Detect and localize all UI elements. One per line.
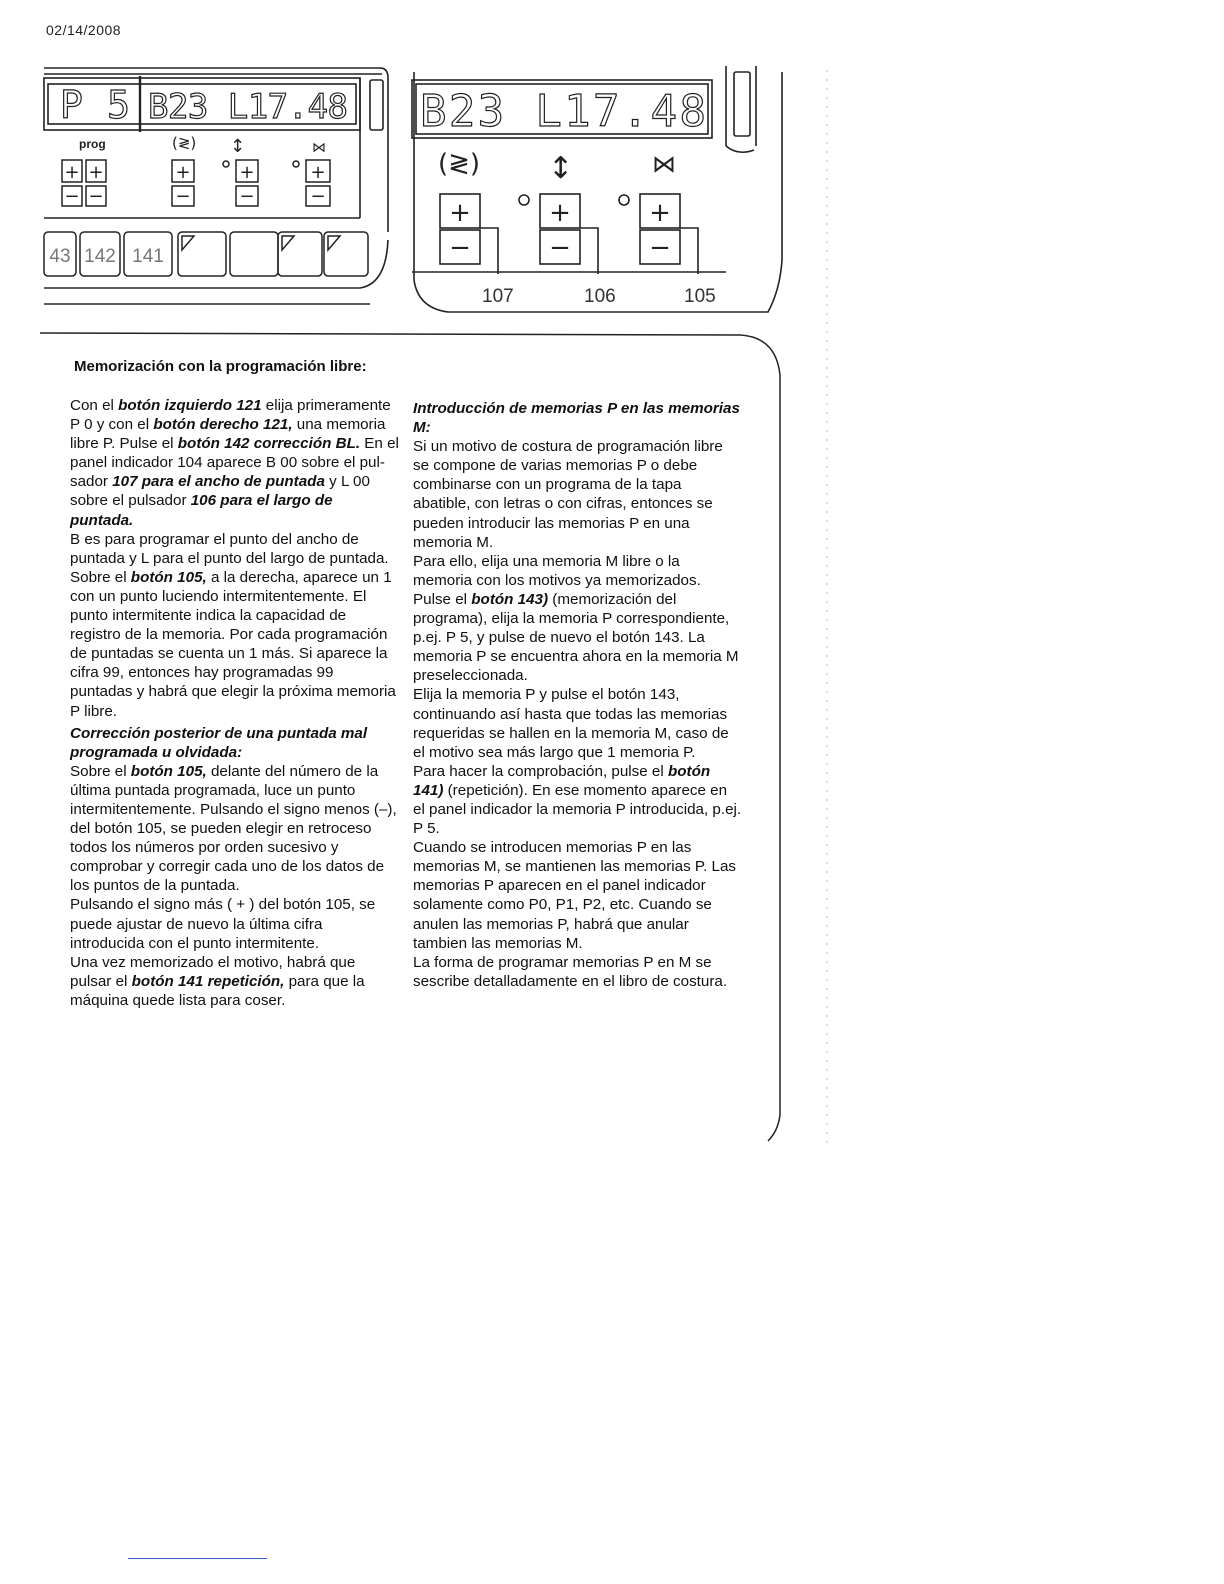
svg-text:−: − [649, 233, 671, 263]
right-subheading: Introducción de memorias P en las memorias M: [413, 400, 740, 437]
svg-text:+: + [310, 162, 326, 183]
emphasis-run: botón 105, [130, 568, 207, 586]
left-subheading: Corrección posterior de una puntada mal programada u olvidada: [70, 724, 368, 761]
svg-text:+: + [449, 198, 471, 228]
emphasis-run: botón 142 corrección BL. [177, 435, 361, 453]
right-paragraph-5: Cuando se introducen memorias P en las memorias M, se mantienen las memorias P. Las memorias P aparecen en el panel indicador solamente como P0, P1, P2, etc. Cuando se anulen las memorias P, habrá que anular tambien las memorias M. [413, 839, 736, 952]
right-paragraph-1: Si un motivo de costura de programación libre se compone de varias memorias P o debe combinarse con un programa de la tapa abatible, con letras o con cifras, entonces se pueden introducir las memorias P en una memoria M. [413, 438, 723, 551]
left-paragraph-6: Una vez memorizado el motivo, habrá que pulsar el botón 141 repetición, para que la máquina quede lista para coser. [70, 953, 365, 1009]
svg-text:−: − [449, 233, 471, 263]
svg-text:−: − [64, 186, 80, 207]
scan-edge-artifact [826, 70, 828, 1150]
callout-105: 105 [684, 286, 716, 307]
right-paragraph-4: Para hacer la comprobación, pulse el botón 141) (repetición). En ese momento aparece en el panel indicador la memoria P introducida, p.ej. P 5. [413, 762, 742, 838]
svg-text:+: + [649, 198, 671, 228]
left-paragraph-1: Con el botón izquierdo 121 elija primeramente P 0 y con el botón derecho 121, una memoria libre P. Pulse el botón 142 corrección BL. En el panel indicador 104 aparece B 00 sobre el pulsador 107 para el ancho de puntada y L 00 sobre el pulsador 106 para el largo de puntada. [70, 397, 399, 529]
stitch-length-symbol-icon: ↕ [230, 136, 246, 157]
left-paragraph-5: Pulsando el signo más ( + ) del botón 105, se puede ajustar de nuevo la última cifra introducida con el punto intermitente. [70, 896, 376, 952]
closeup-pattern-symbol-icon: ⋈ [652, 150, 676, 178]
page-date: 02/14/2008 [46, 22, 122, 38]
emphasis-run: botón 143) [471, 590, 549, 608]
left-paragraph-2: B es para programar el punto del ancho de puntada y L para el punto del largo de puntada. [70, 530, 389, 567]
closeup-display-readout: B23 L17.48 [420, 86, 706, 137]
control-panel-figure [0, 60, 400, 320]
closeup-length-symbol-icon: ↕ [548, 151, 574, 186]
emphasis-run: botón 141) [413, 762, 711, 799]
key-blank-1[interactable] [178, 232, 226, 276]
svg-text:−: − [310, 186, 326, 207]
callout-106: 106 [584, 286, 616, 307]
svg-text:+: + [88, 162, 104, 183]
key-141-label: 141 [132, 246, 164, 267]
closeup-width-symbol-icon: (≷) [438, 149, 481, 179]
svg-text:+: + [175, 162, 191, 183]
panel-closeup-figure [408, 60, 788, 330]
key-blank-3[interactable] [278, 232, 322, 276]
emphasis-run: botón 141 repetición, [131, 972, 285, 990]
stitch-width-symbol-icon: (≷) [172, 134, 197, 152]
emphasis-run: botón 105, [130, 762, 207, 780]
key-blank-2[interactable] [230, 232, 278, 276]
callout-107: 107 [482, 286, 514, 307]
section-title: Memorización con la programación libre: [74, 358, 367, 375]
left-paragraph-4: Sobre el botón 105, delante del número de la última puntada programada, luce un punto intermitentemente. Pulsando el signo menos (–), del botón 105, se pueden elegir en retroceso todos los números por orden sucesivo y comprobar y corregir cada uno de los datos de los puntos de la puntada. [70, 762, 397, 895]
display-right-readout: B23 L17.48 [148, 87, 348, 127]
svg-text:−: − [239, 186, 255, 207]
key-142-label: 142 [84, 246, 116, 267]
svg-text:−: − [88, 186, 104, 207]
emphasis-run: botón izquierdo 121 [118, 397, 262, 414]
left-paragraph-3: Sobre el botón 105, a la derecha, aparece un 1 con un punto luciendo intermitentemente. El punto intermitente indica la capacidad de registro de la memoria. Por cada programación de puntadas se cuenta un 1 más. Si aparece la cifra 99, entonces hay programadas 99 puntadas y habrá que elegir la próxima memoria P libre. [70, 568, 396, 720]
right-paragraph-2: Para ello, elija una memoria M libre o la memoria con los motivos ya memorizados. Pulse el botón 143) (memorización del programa), elija la memoria P correspondiente, p.ej. P 5, y pulse de nuevo el botón 143. La memoria P se encuentra ahora en la memoria M preseleccionada. [413, 552, 739, 685]
svg-text:+: + [64, 162, 80, 183]
key-143-label: 43 [49, 246, 71, 267]
right-paragraph-3: Elija la memoria P y pulse el botón 143, continuando así hasta que todas las memorias requeridas se hallen en la memoria M, caso de el motivo sea más largo que 1 memoria P. [413, 686, 729, 761]
display-left-readout: P 5 [60, 83, 130, 127]
svg-text:−: − [175, 186, 191, 207]
right-column [413, 399, 743, 991]
emphasis-run: 106 para el largo de puntada. [70, 492, 333, 529]
footer-rule [128, 1558, 267, 1559]
emphasis-run: botón derecho 121, [153, 416, 293, 434]
svg-text:+: + [239, 162, 255, 183]
prog-label: prog [79, 137, 106, 151]
key-blank-4[interactable] [324, 232, 368, 276]
svg-text:−: − [549, 233, 571, 263]
emphasis-run: 107 para el ancho de puntada [112, 473, 325, 491]
stitch-pattern-symbol-icon: ⋈ [312, 140, 326, 156]
right-paragraph-6: La forma de programar memorias P en M se sescribe detalladamente en el libro de costura. [413, 953, 728, 990]
svg-text:+: + [549, 198, 571, 228]
left-column [70, 396, 400, 1010]
